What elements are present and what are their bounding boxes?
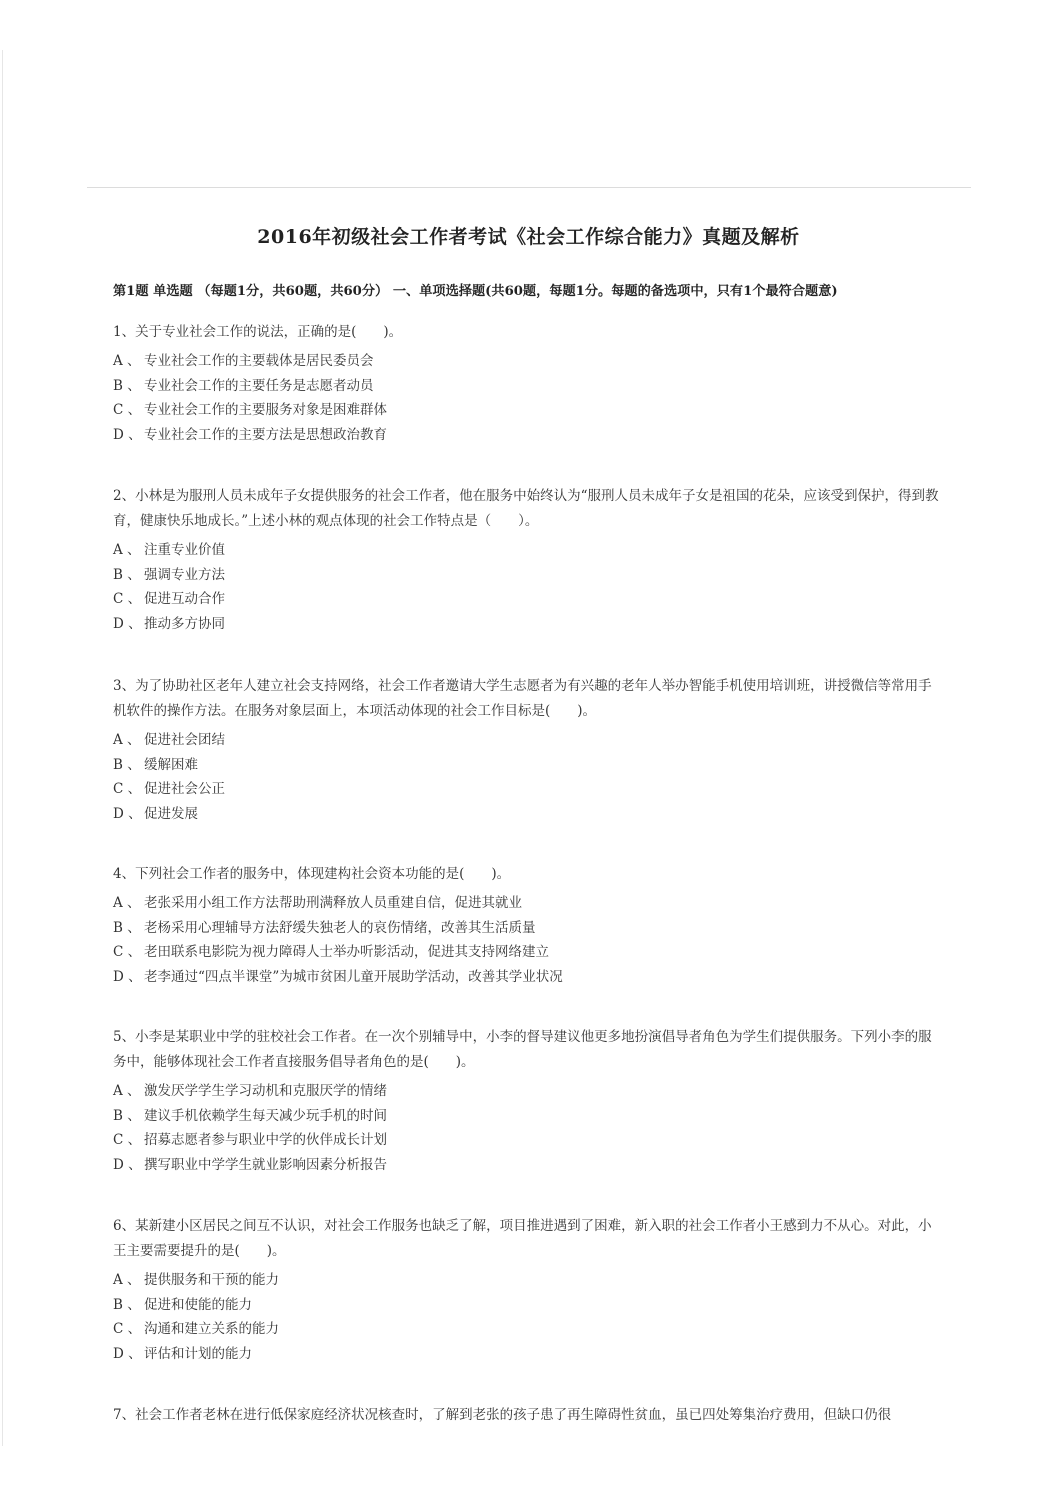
option-letter: C 、: [113, 944, 142, 961]
page-left-edge: [2, 50, 3, 1446]
question-6: [113, 1214, 943, 1366]
option-letter: C 、: [113, 591, 142, 608]
option-text: 激发厌学学生学习动机和克服厌学的情绪: [144, 1083, 387, 1099]
option-text: 老杨采用心理辅导方法舒缓失独老人的哀伤情绪，改善其生活质量: [144, 919, 536, 936]
option-text: 强调专业方法: [144, 566, 225, 583]
option-text: 促进社会团结: [144, 732, 225, 748]
question-stem: 1、关于专业社会工作的说法，正确的是( )。: [113, 324, 403, 340]
question-stem: 3、为了协助社区老年人建立社会支持网络，社会工作者邀请大学生志愿者为有兴趣的老年人举办智能手机使用培训班，讲授微信等常用手机软件的操作方法。在服务对象层面上，本项活动体现的社会工作目标是( )。: [113, 678, 932, 719]
option-text: 建议手机依赖学生每天减少玩手机的时间: [144, 1107, 387, 1124]
option-letter: B 、: [113, 566, 141, 583]
option-letter: A 、: [113, 542, 141, 558]
answer-option: [113, 398, 943, 423]
answer-option: [113, 1342, 943, 1367]
question-4: [113, 862, 943, 989]
answer-option: [113, 1293, 943, 1318]
question-stem: 4、下列社会工作者的服务中，体现建构社会资本功能的是( )。: [113, 866, 511, 882]
option-text: 推动多方协同: [144, 615, 225, 632]
option-letter: A 、: [113, 1272, 141, 1288]
question-stem: 7、社会工作者老林在进行低保家庭经济状况核查时，了解到老张的孩子患了再生障碍性贫血，虽已四处筹集治疗费用，但缺口仍很: [113, 1407, 892, 1423]
option-text: 缓解困难: [144, 756, 198, 773]
option-text: 老张采用小组工作方法帮助刑满释放人员重建自信，促进其就业: [144, 895, 522, 911]
option-text: 评估和计划的能力: [144, 1345, 252, 1362]
question-stem: 2、小林是为服刑人员未成年子女提供服务的社会工作者，他在服务中始终认为“服刑人员未成年子女是祖国的花朵，应该受到保护，得到教育，健康快乐地成长。”上述小林的观点体现的社会工作特点是（ ）。: [113, 488, 939, 529]
option-letter: B 、: [113, 1296, 141, 1313]
question-stem: 6、某新建小区居民之间互不认识，对社会工作服务也缺乏了解，项目推进遇到了困难，新入职的社会工作者小王感到力不从心。对此，小王主要需要提升的是( )。: [113, 1218, 932, 1259]
option-letter: C 、: [113, 1132, 142, 1149]
option-letter: D 、: [113, 615, 142, 632]
answer-option: [113, 728, 943, 753]
answer-option: [113, 349, 943, 374]
section-header: 第1题 单选题 （每题1分，共60题，共60分） 一、单项选择题(共60题，每题1分。每题的备选项中，只有1个最符合题意): [113, 284, 838, 299]
option-letter: B 、: [113, 756, 141, 773]
question-2: [113, 484, 943, 636]
option-letter: B 、: [113, 377, 141, 394]
option-letter: A 、: [113, 895, 141, 911]
answer-option: [113, 1153, 943, 1178]
answer-option: [113, 538, 943, 563]
answer-option: [113, 802, 943, 827]
question-3: [113, 674, 943, 826]
answer-option: [113, 1128, 943, 1153]
option-text: 老田联系电影院为视力障碍人士举办听影活动，促进其支持网络建立: [144, 944, 549, 961]
option-letter: A 、: [113, 1083, 141, 1099]
document-title: 2016年初级社会工作者考试《社会工作综合能力》真题及解析: [257, 226, 800, 248]
answer-option: [113, 891, 943, 916]
option-text: 提供服务和干预的能力: [144, 1272, 279, 1288]
answer-option: [113, 916, 943, 941]
option-text: 撰写职业中学学生就业影响因素分析报告: [144, 1156, 387, 1173]
option-letter: C 、: [113, 402, 142, 419]
question-7: [113, 1403, 943, 1432]
option-text: 促进社会公正: [144, 781, 225, 798]
answer-option: [113, 1317, 943, 1342]
option-letter: B 、: [113, 1107, 141, 1124]
option-letter: B 、: [113, 919, 141, 936]
option-text: 专业社会工作的主要载体是居民委员会: [144, 353, 374, 369]
answer-option: [113, 374, 943, 399]
question-1: [113, 320, 943, 447]
answer-option: [113, 777, 943, 802]
option-text: 专业社会工作的主要任务是志愿者动员: [144, 377, 374, 394]
answer-option: [113, 753, 943, 778]
option-text: 专业社会工作的主要方法是思想政治教育: [144, 426, 387, 443]
question-stem: 5、小李是某职业中学的驻校社会工作者。在一次个别辅导中，小李的督导建议他更多地扮演倡导者角色为学生们提供服务。下列小李的服务中，能够体现社会工作者直接服务倡导者角色的是( )。: [113, 1029, 932, 1070]
option-letter: D 、: [113, 805, 142, 822]
option-letter: C 、: [113, 1321, 142, 1338]
option-letter: A 、: [113, 732, 141, 748]
option-text: 专业社会工作的主要服务对象是困难群体: [144, 402, 387, 419]
option-text: 沟通和建立关系的能力: [144, 1321, 279, 1338]
option-text: 招募志愿者参与职业中学的伙伴成长计划: [144, 1132, 387, 1149]
option-text: 促进发展: [144, 805, 198, 822]
option-letter: D 、: [113, 1345, 142, 1362]
option-text: 老李通过“四点半课堂”为城市贫困儿童开展助学活动，改善其学业状况: [144, 968, 563, 985]
option-text: 促进互动合作: [144, 591, 225, 608]
option-letter: D 、: [113, 1156, 142, 1173]
question-5: [113, 1025, 943, 1177]
answer-option: [113, 587, 943, 612]
option-letter: D 、: [113, 426, 142, 443]
answer-option: [113, 1268, 943, 1293]
answer-option: [113, 1104, 943, 1129]
option-letter: C 、: [113, 781, 142, 798]
option-letter: A 、: [113, 353, 141, 369]
option-letter: D 、: [113, 968, 142, 985]
header-divider: [87, 187, 971, 188]
option-text: 促进和使能的能力: [144, 1296, 252, 1313]
option-text: 注重专业价值: [144, 542, 225, 558]
answer-option: [113, 965, 943, 990]
answer-option: [113, 940, 943, 965]
answer-option: [113, 423, 943, 448]
answer-option: [113, 1079, 943, 1104]
answer-option: [113, 612, 943, 637]
answer-option: [113, 563, 943, 588]
